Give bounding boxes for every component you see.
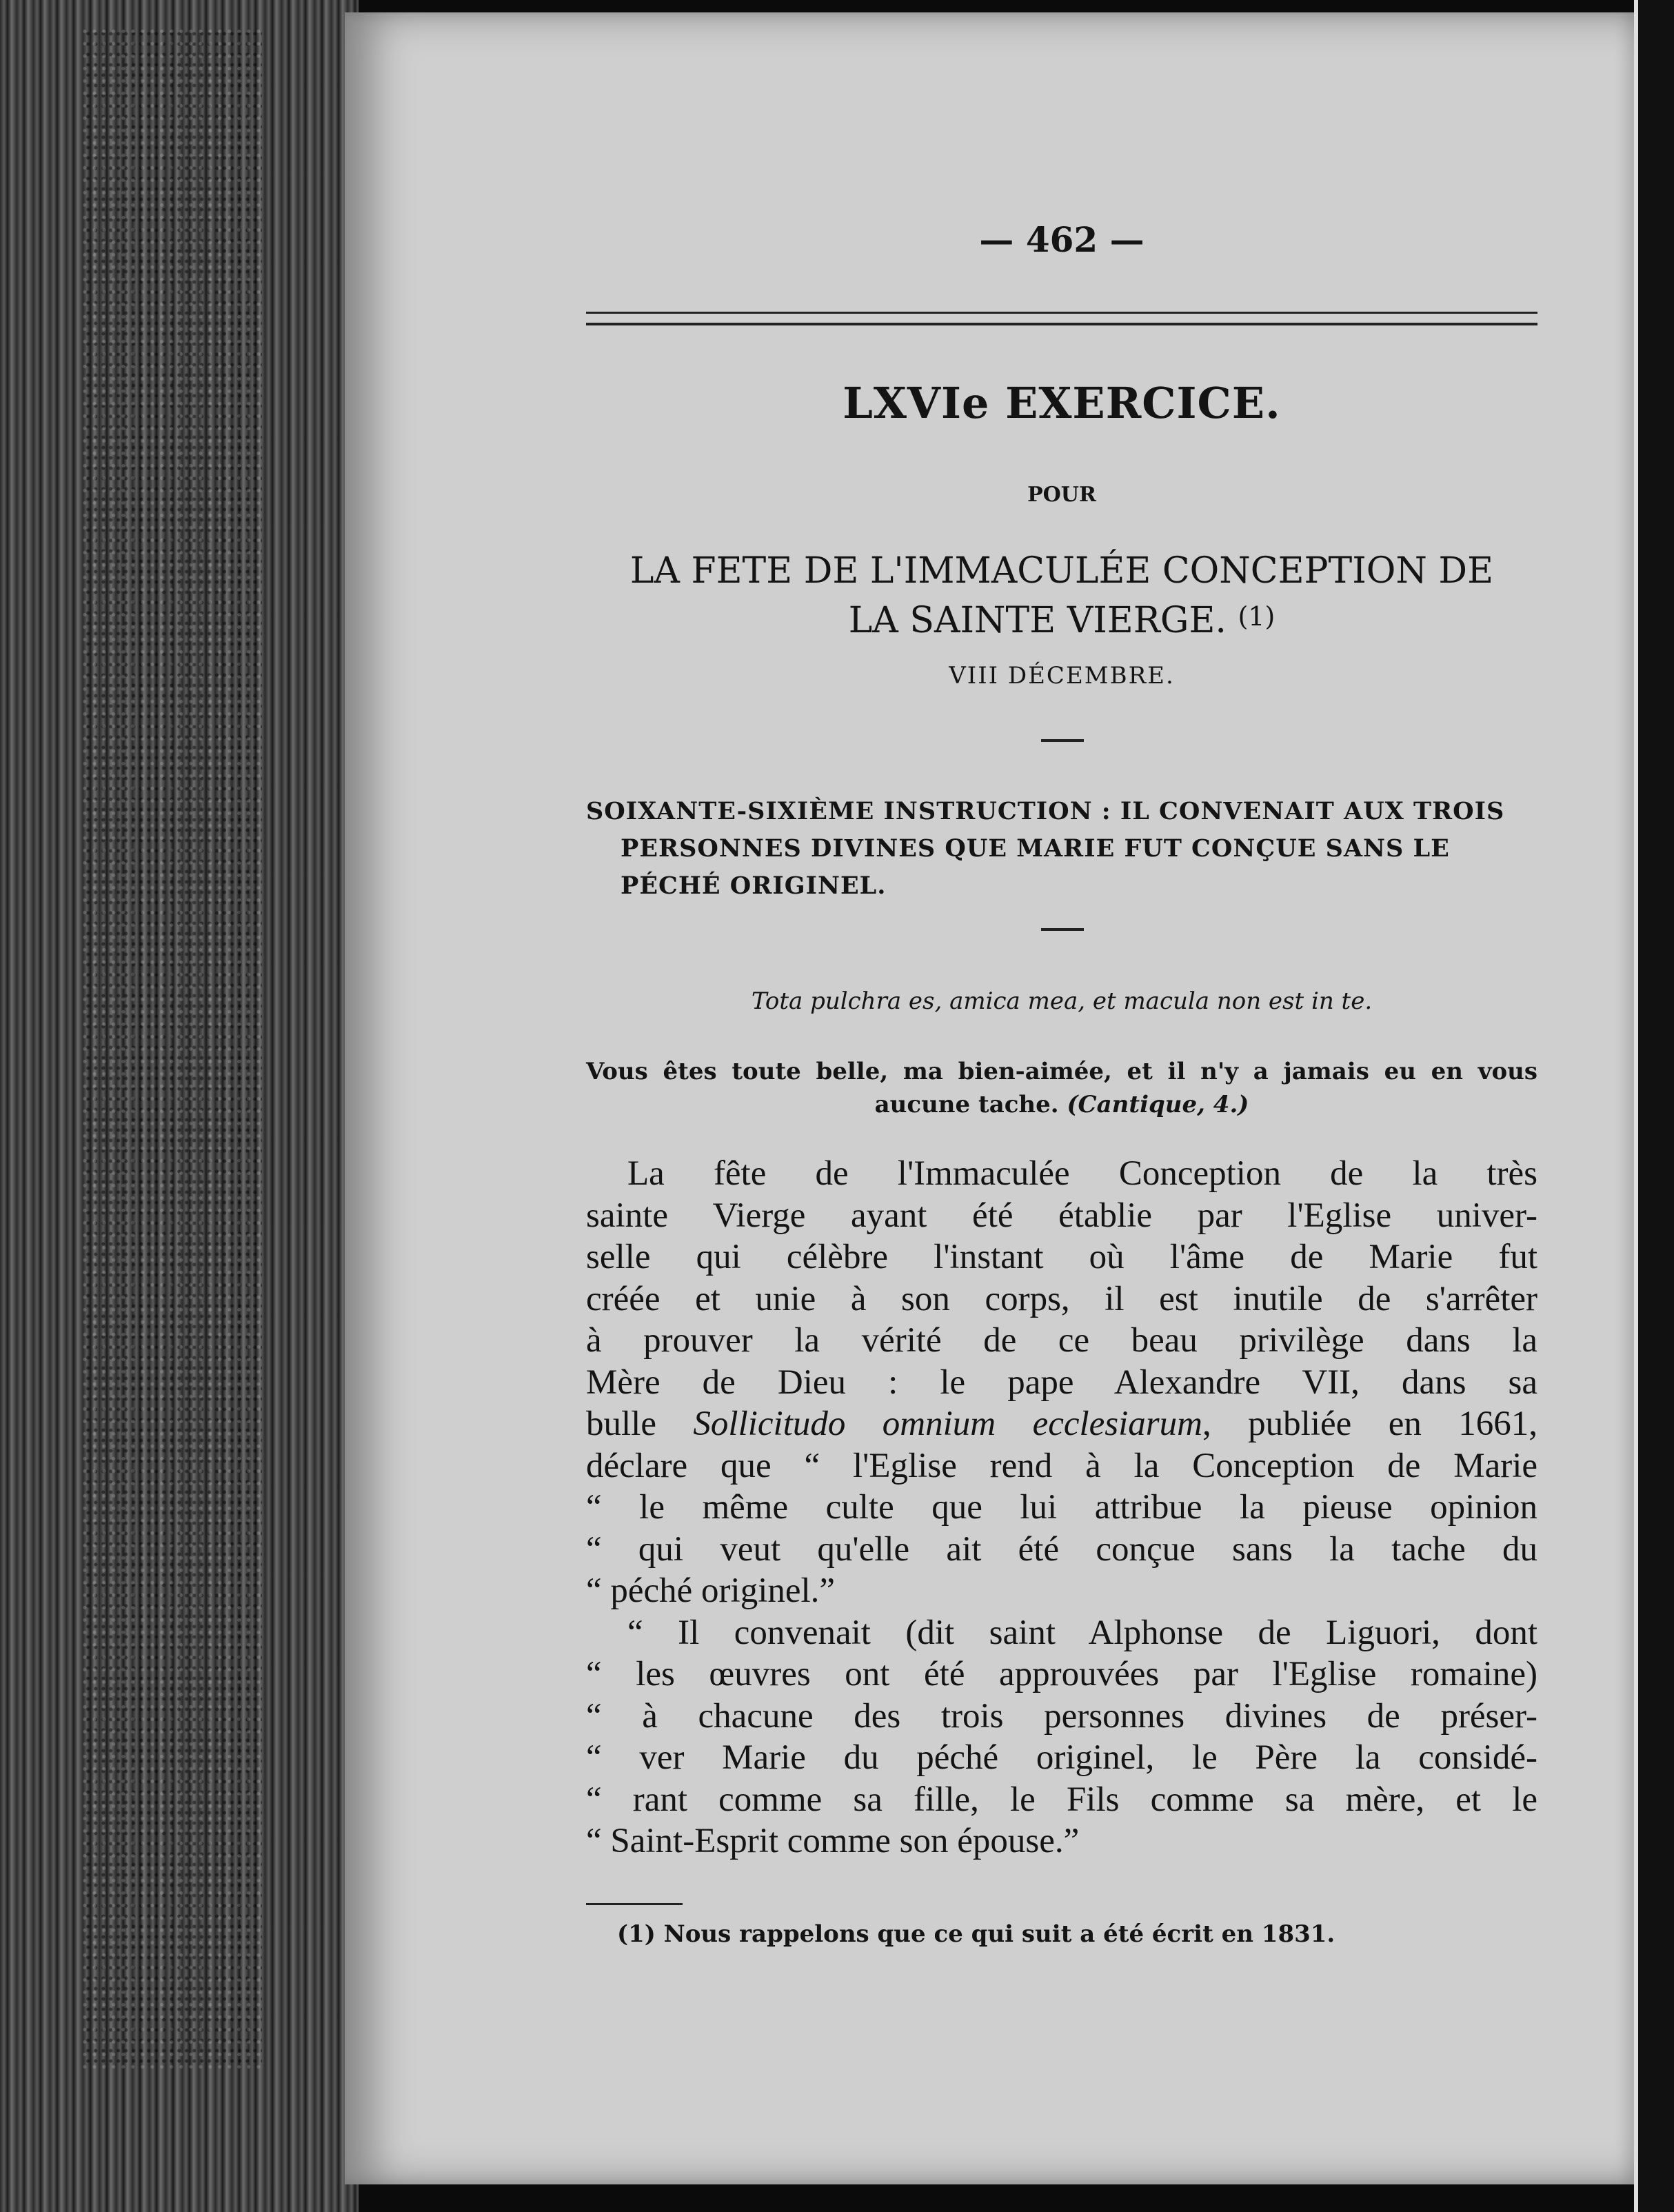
header-rule-thick (586, 323, 1537, 325)
body-line: La fête de l'Immaculée Conception de la très (627, 1154, 1537, 1193)
facing-page-edge (1634, 0, 1674, 2212)
page-number: — 462 — (979, 219, 1144, 260)
translation-text: aucune tache. (874, 1091, 1059, 1118)
body-line: “ péché originel.” (586, 1571, 836, 1610)
body-line: “ ver Marie du péché originel, le Père la considé- (586, 1738, 1537, 1777)
instruction-line-2: PERSONNES DIVINES QUE MARIE FUT CONÇUE SANS LE (621, 834, 1450, 863)
body-line: “ les œuvres ont été approuvées par l'Eglise romaine) (586, 1655, 1537, 1693)
body-line: “ Il convenait (dit saint Alphonse de Liguori, dont (627, 1613, 1537, 1652)
body-line: “ Saint-Esprit comme son épouse.” (586, 1822, 1080, 1860)
edge-texture (83, 28, 262, 2069)
bulle-prefix: bulle (586, 1405, 656, 1443)
bulle-title: Sollicitudo omnium ecclesiarum (693, 1405, 1202, 1443)
translation-source: (Cantique, 4.) (1067, 1091, 1249, 1118)
body-line: sainte Vierge ayant été établie par l'Eglise univer- (586, 1196, 1537, 1235)
translation-line-1: Vous êtes toute belle, ma bien-aimée, et il n'y a jamais eu en vous (586, 1058, 1537, 1085)
body-line: “ qui veut qu'elle ait été conçue sans la tache du (586, 1529, 1537, 1569)
header-rule-thin (586, 312, 1537, 314)
epigraph-translation (586, 1055, 1537, 1121)
feast-title-line-2 (586, 594, 1537, 643)
instruction-line-3: PÉCHÉ ORIGINEL. (621, 872, 887, 900)
body-line: “ à chacune des trois personnes divines de préser- (586, 1696, 1537, 1736)
footnote-reference: (1) (1238, 601, 1275, 632)
footnote: (1) Nous rappelons que ce qui suit a été écrit en 1831. (617, 1920, 1335, 1948)
body-line: créée et unie à son corps, il est inutile de s'arrêter (586, 1279, 1537, 1318)
translation-line-2 (586, 1088, 1537, 1121)
book-fore-edge (0, 0, 359, 2212)
separator-dash-2 (1041, 928, 1084, 931)
feast-title-line-1: LA FETE DE L'IMMACULÉE CONCEPTION DE (629, 550, 1494, 592)
body-line: selle qui célèbre l'instant où l'âme de Marie fut (586, 1238, 1537, 1276)
body-line: Mère de Dieu : le pape Alexandre VII, dans sa (586, 1363, 1537, 1402)
separator-dash-1 (1041, 739, 1084, 742)
feast-title (586, 548, 1537, 643)
instruction-line-1: SOIXANTE-SIXIÈME INSTRUCTION : IL CONVENAIT AUX TROIS (586, 797, 1505, 825)
bulle-suffix: , publiée en 1661, (1202, 1405, 1537, 1443)
instruction-heading (586, 793, 1537, 905)
pour-label: POUR (1027, 483, 1096, 507)
feast-date: VIII DÉCEMBRE. (949, 662, 1175, 690)
body-line: “ rant comme sa fille, le Fils comme sa mère, et le (586, 1780, 1537, 1819)
exercise-title: LXVIe EXERCICE. (843, 378, 1281, 428)
body-text (586, 1153, 1537, 1862)
body-line: à prouver la vérité de ce beau privilège dans la (586, 1321, 1537, 1360)
body-line: déclare que “ l'Eglise rend à la Conception de Marie (586, 1446, 1537, 1485)
body-line-bulle (586, 1403, 1537, 1445)
feast-title-line-2-text: LA SAINTE VIERGE. (848, 600, 1227, 641)
footnote-rule (586, 1903, 683, 1905)
latin-epigraph: Tota pulchra es, amica mea, et macula non est in te. (751, 987, 1373, 1015)
body-line: “ le même culte que lui attribue la pieuse opinion (586, 1488, 1537, 1527)
